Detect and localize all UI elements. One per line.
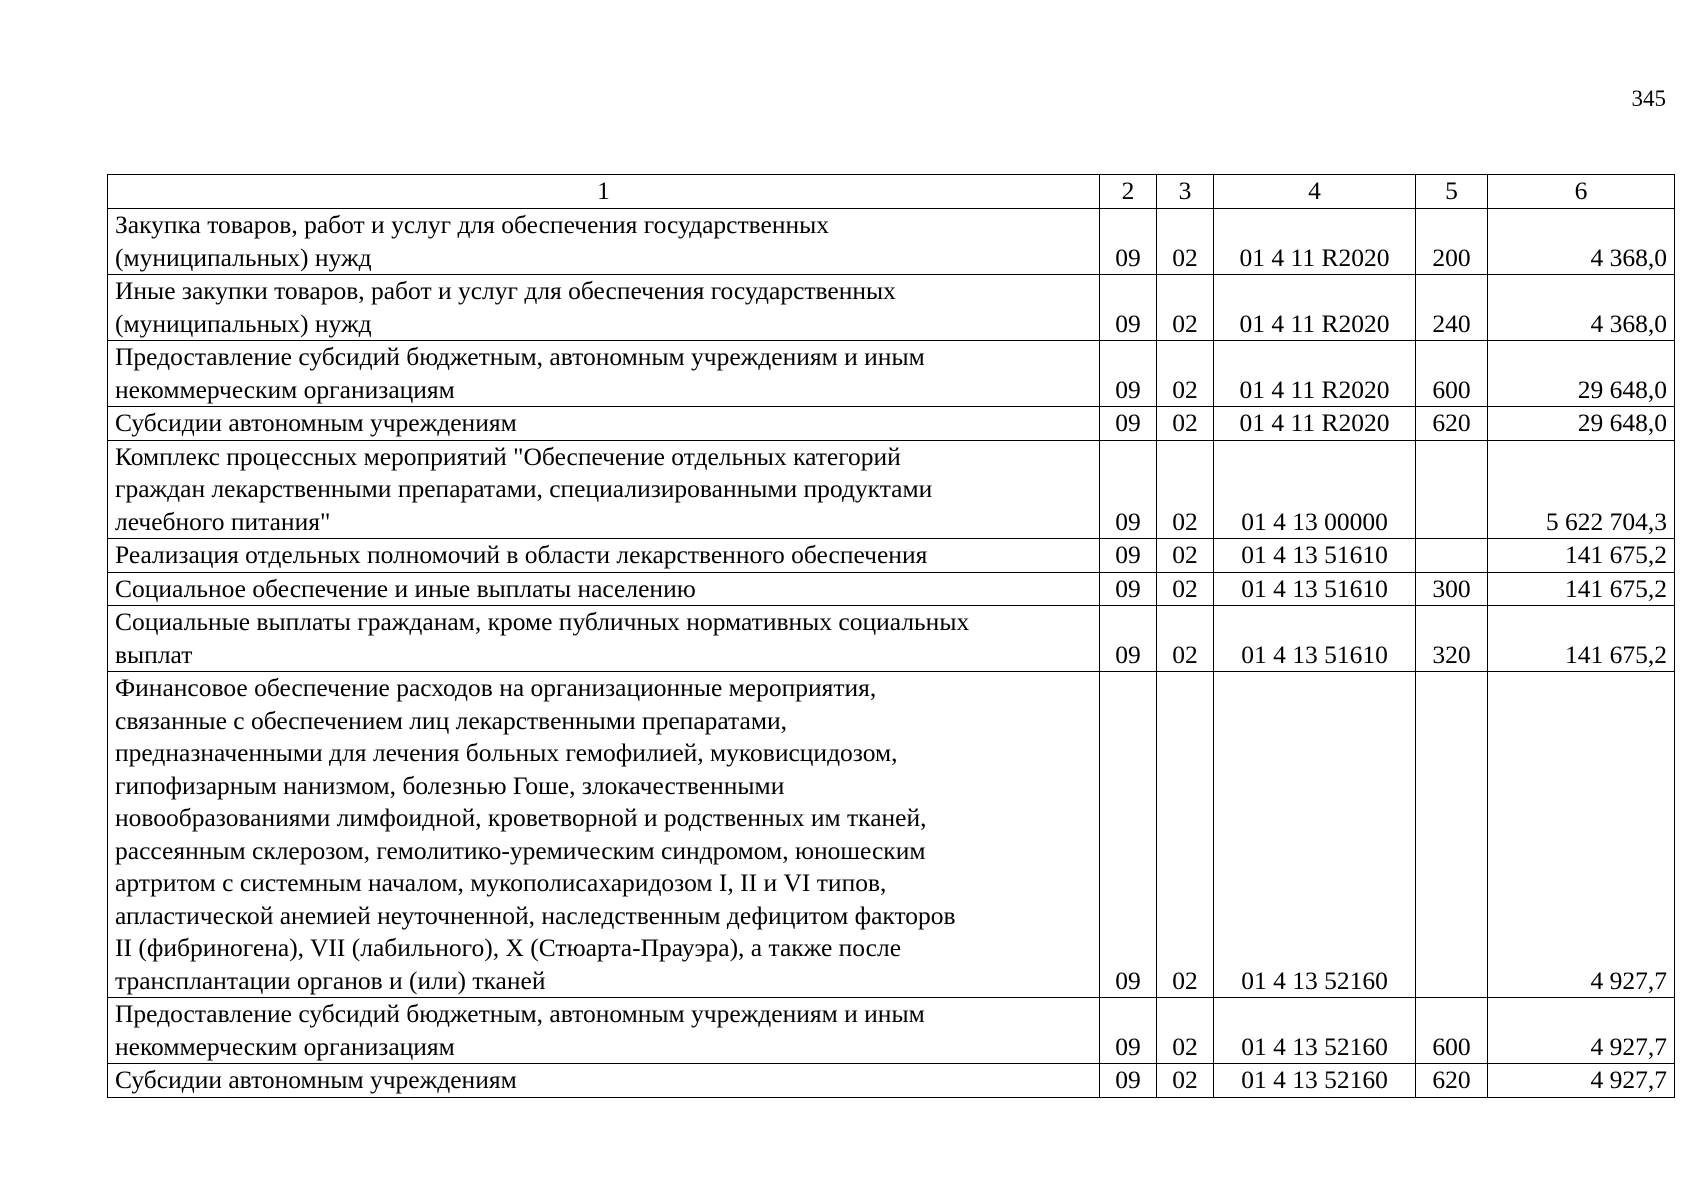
row-name-cell (108, 407, 1100, 441)
target-article-cell: 01 4 13 52160 (1214, 1064, 1416, 1098)
amount-cell: 4 368,0 (1488, 209, 1675, 275)
column-header-6: 6 (1488, 175, 1675, 209)
target-article-cell: 01 4 13 00000 (1214, 440, 1416, 539)
subsection-code-cell: 02 (1157, 572, 1214, 606)
column-header-2: 2 (1100, 175, 1157, 209)
row-name-line: апластической анемией неуточненной, наследственным дефицитом факторов (115, 900, 956, 930)
row-name-cell (108, 572, 1100, 606)
section-code-cell: 09 (1100, 1064, 1157, 1098)
expense-type-cell: 600 (1416, 998, 1488, 1064)
row-name-cell (108, 539, 1100, 573)
subsection-code-cell: 02 (1157, 672, 1214, 998)
row-name-line: Реализация отдельных полномочий в области лекарственного обеспечения (115, 540, 928, 569)
row-name-line: некоммерческим организациям (115, 1031, 455, 1061)
section-code-cell: 09 (1100, 209, 1157, 275)
table-row (108, 1064, 1675, 1098)
amount-cell: 141 675,2 (1488, 539, 1675, 573)
expense-type-cell: 200 (1416, 209, 1488, 275)
section-code-cell: 09 (1100, 440, 1157, 539)
row-name-line: Финансовое обеспечение расходов на организационные мероприятия, (115, 673, 877, 702)
section-code-cell: 09 (1100, 275, 1157, 341)
row-name-line: Закупка товаров, работ и услуг для обеспечения государственных (115, 210, 830, 239)
expense-type-cell (1416, 539, 1488, 573)
table-row (108, 672, 1675, 998)
subsection-code-cell: 02 (1157, 998, 1214, 1064)
column-header-1: 1 (108, 175, 1100, 209)
target-article-cell: 01 4 11 R2020 (1214, 341, 1416, 407)
row-name-line: артритом с системным началом, мукополисахаридозом I, II и VI типов, (115, 868, 887, 897)
row-name-cell (108, 998, 1100, 1064)
subsection-code-cell: 02 (1157, 341, 1214, 407)
row-name-cell (108, 672, 1100, 998)
amount-cell: 29 648,0 (1488, 407, 1675, 441)
row-name-line: (муниципальных) нужд (115, 242, 372, 272)
row-name-line: новообразованиями лимфоидной, кроветворной и родственных им тканей, (115, 803, 927, 832)
section-code-cell: 09 (1100, 572, 1157, 606)
row-name-cell (108, 606, 1100, 672)
row-name-line: связанные с обеспечением лиц лекарственными препаратами, (115, 705, 787, 735)
table-row (108, 606, 1675, 672)
header-row (108, 175, 1675, 209)
column-header-3: 3 (1157, 175, 1214, 209)
section-code-cell: 09 (1100, 341, 1157, 407)
row-name-line: рассеянным склерозом, гемолитико-уремическим синдромом, юношеским (115, 835, 926, 865)
amount-cell: 4 368,0 (1488, 275, 1675, 341)
expense-type-cell: 320 (1416, 606, 1488, 672)
expense-type-cell: 620 (1416, 407, 1488, 441)
amount-cell: 4 927,7 (1488, 1064, 1675, 1098)
table-row (108, 209, 1675, 275)
amount-cell: 5 622 704,3 (1488, 440, 1675, 539)
subsection-code-cell: 02 (1157, 209, 1214, 275)
row-name-line: Субсидии автономным учреждениям (115, 1065, 517, 1094)
row-name-line: Иные закупки товаров, работ и услуг для обеспечения государственных (115, 276, 896, 305)
amount-cell: 29 648,0 (1488, 341, 1675, 407)
amount-cell: 141 675,2 (1488, 606, 1675, 672)
section-code-cell: 09 (1100, 407, 1157, 441)
subsection-code-cell: 02 (1157, 539, 1214, 573)
amount-cell: 4 927,7 (1488, 998, 1675, 1064)
row-name-line: некоммерческим организациям (115, 374, 455, 404)
subsection-code-cell: 02 (1157, 1064, 1214, 1098)
section-code-cell: 09 (1100, 606, 1157, 672)
page-number: 345 (1631, 86, 1666, 111)
target-article-cell: 01 4 11 R2020 (1214, 275, 1416, 341)
column-header-4: 4 (1214, 175, 1416, 209)
target-article-cell: 01 4 13 51610 (1214, 606, 1416, 672)
section-code-cell: 09 (1100, 539, 1157, 573)
subsection-code-cell: 02 (1157, 606, 1214, 672)
row-name-cell (108, 341, 1100, 407)
expense-type-cell (1416, 672, 1488, 998)
row-name-line: предназначенными для лечения больных гемофилией, муковисцидозом, (115, 738, 898, 767)
row-name-cell (108, 209, 1100, 275)
target-article-cell: 01 4 11 R2020 (1214, 209, 1416, 275)
table-row (108, 275, 1675, 341)
row-name-line: граждан лекарственными препаратами, специализированными продуктами (115, 474, 933, 503)
column-header-5: 5 (1416, 175, 1488, 209)
expense-type-cell: 600 (1416, 341, 1488, 407)
subsection-code-cell: 02 (1157, 407, 1214, 441)
table-row (108, 440, 1675, 539)
row-name-line: Социальное обеспечение и иные выплаты населению (115, 573, 696, 603)
target-article-cell: 01 4 13 51610 (1214, 539, 1416, 573)
table-row (108, 539, 1675, 573)
row-name-line: Предоставление субсидий бюджетным, автономным учреждениям и иным (115, 342, 925, 371)
row-name-line: выплат (115, 639, 193, 669)
row-name-cell (108, 440, 1100, 539)
row-name-line: Социальные выплаты гражданам, кроме публичных нормативных социальных (115, 607, 970, 636)
row-name-line: (муниципальных) нужд (115, 308, 372, 338)
row-name-cell (108, 275, 1100, 341)
expense-type-cell (1416, 440, 1488, 539)
target-article-cell: 01 4 13 52160 (1214, 998, 1416, 1064)
budget-table (107, 174, 1675, 1098)
table-row (108, 572, 1675, 606)
target-article-cell: 01 4 11 R2020 (1214, 407, 1416, 441)
expense-type-cell: 240 (1416, 275, 1488, 341)
target-article-cell: 01 4 13 52160 (1214, 672, 1416, 998)
expense-type-cell: 300 (1416, 572, 1488, 606)
table-row (108, 341, 1675, 407)
row-name-line: трансплантации органов и (или) тканей (115, 965, 546, 995)
amount-cell: 4 927,7 (1488, 672, 1675, 998)
row-name-line: II (фибриногена), VII (лабильного), X (Стюарта-Прауэра), а также после (115, 933, 902, 962)
row-name-line: Предоставление субсидий бюджетным, автономным учреждениям и иным (115, 999, 925, 1028)
amount-cell: 141 675,2 (1488, 572, 1675, 606)
row-name-line: лечебного питания" (115, 506, 331, 536)
subsection-code-cell: 02 (1157, 440, 1214, 539)
row-name-line: гипофизарным нанизмом, болезнью Гоше, злокачественными (115, 770, 785, 800)
subsection-code-cell: 02 (1157, 275, 1214, 341)
target-article-cell: 01 4 13 51610 (1214, 572, 1416, 606)
table-row (108, 407, 1675, 441)
row-name-cell (108, 1064, 1100, 1098)
section-code-cell: 09 (1100, 672, 1157, 998)
row-name-line: Комплекс процессных мероприятий "Обеспечение отдельных категорий (115, 441, 901, 471)
table-row (108, 998, 1675, 1064)
section-code-cell: 09 (1100, 998, 1157, 1064)
row-name-line: Субсидии автономным учреждениям (115, 408, 517, 437)
expense-type-cell: 620 (1416, 1064, 1488, 1098)
